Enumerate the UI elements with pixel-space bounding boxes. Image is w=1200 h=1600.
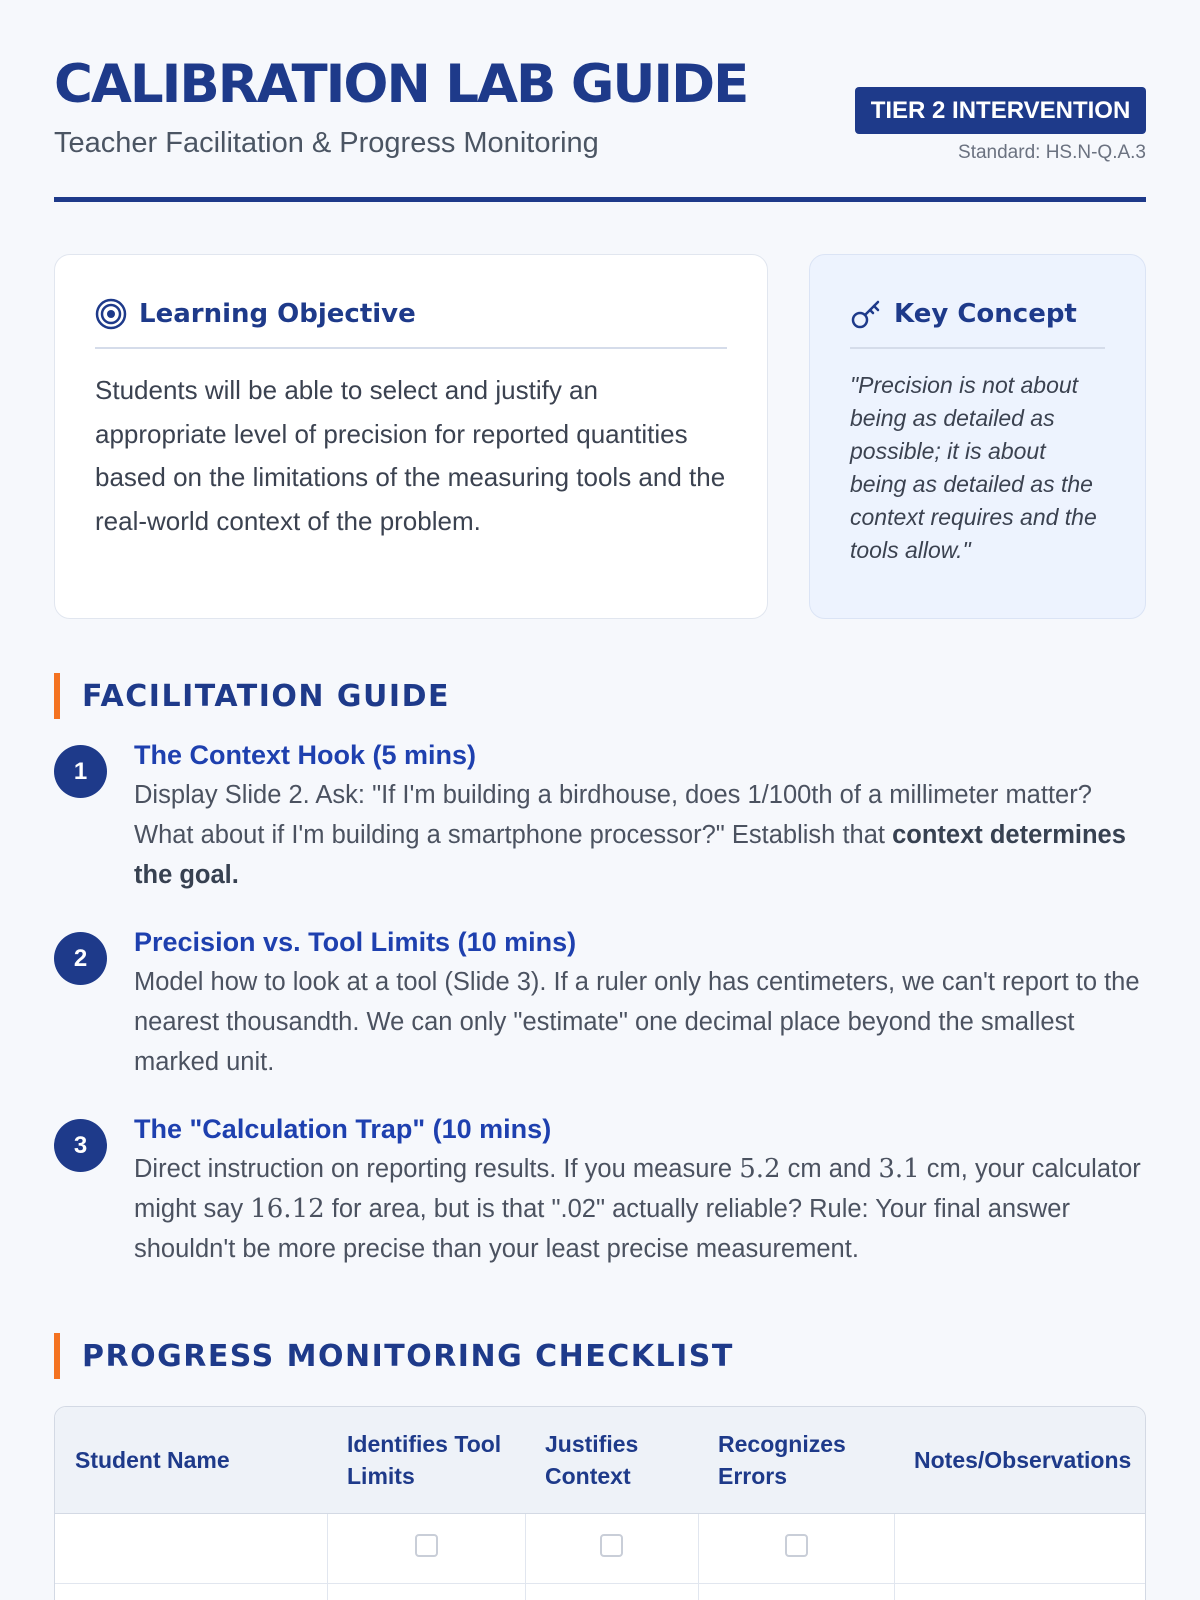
math-value: 5.2 [739,1154,781,1184]
step-text-part: Display Slide 2. Ask: "If I'm building a birdhouse, does 1/100th of a millimeter matter? What about if I'm building a smartphone processor?" Establish that [134,781,1092,849]
learning-objective-text: Students will be able to select and justify an appropriate level of precision for reported quantities based on the limitations of the measuring tools and the real-world context of the problem. [95,375,726,536]
math-value: 16.12 [250,1194,325,1224]
errors-cell [698,1513,894,1583]
step-text-emphasis: context determines the goal. [134,821,1126,889]
step-text-part: cm and [780,1155,879,1183]
document-title: CALIBRATION LAB GUIDE [54,54,748,115]
math-value: 3.1 [878,1154,920,1184]
key-icon [850,298,882,330]
step-number-badge: 2 [54,932,107,985]
step-title: The "Calculation Trap" (10 mins) [134,1114,552,1144]
key-concept-header [850,295,1105,349]
tool-limits-cell [327,1583,525,1600]
overview-cards [54,254,1146,619]
document-subtitle: Teacher Facilitation & Progress Monitoring [54,127,599,159]
column-header: Notes/Observations [894,1407,1145,1513]
step-body [134,737,1146,895]
standard-label: Standard: HS.N-Q.A.3 [958,142,1146,163]
progress-checklist-heading: PROGRESS MONITORING CHECKLIST [54,1333,734,1379]
progress-checklist-table [54,1406,1146,1600]
key-concept-card [809,254,1146,619]
step-text: Model how to look at a tool (Slide 3). If a ruler only has centimeters, we can't report to the nearest thousandth. We can only "estimate" one decimal place beyond the smallest marked unit. [134,968,1140,1076]
context-cell [525,1583,698,1600]
column-header: Identifies Tool Limits [327,1407,525,1513]
justifies-context-checkbox[interactable] [600,1534,623,1557]
tool-limits-cell [327,1513,525,1583]
learning-objective-header [95,295,727,349]
learning-objective-card [54,254,768,619]
step-text-part: cm, your calculator might say [134,1155,1141,1223]
step-title: Precision vs. Tool Limits (10 mins) [134,927,577,957]
recognizes-errors-checkbox[interactable] [785,1534,808,1557]
column-header: Justifies Context [525,1407,698,1513]
step-text-part: Direct instruction on reporting results. If you measure [134,1155,740,1183]
step-text [134,775,1146,895]
tier-badge: TIER 2 INTERVENTION [855,87,1146,134]
step-body [134,1111,1146,1269]
step-number-badge: 1 [54,745,107,798]
table-row [55,1513,1145,1583]
learning-objective-heading: Learning Objective [139,299,416,329]
step-title: The Context Hook (5 mins) [134,740,477,770]
context-cell [525,1513,698,1583]
errors-cell [698,1583,894,1600]
step-text-part: for area, but is that ".02" actually reliable? Rule: Your final answer shouldn't be more precise than your least precise measurement. [134,1195,1070,1263]
step-text [134,1149,1146,1269]
tool-limits-checkbox[interactable] [415,1534,438,1557]
column-header: Recognizes Errors [698,1407,894,1513]
table-row [55,1583,1145,1600]
step-body [134,924,1146,1082]
table-header-row [55,1407,1145,1513]
student-name-cell[interactable] [55,1513,327,1583]
step-number-badge: 3 [54,1119,107,1172]
document-header [54,0,1146,202]
notes-cell[interactable] [894,1583,1145,1600]
key-concept-heading: Key Concept [894,299,1077,329]
facilitation-guide-heading: FACILITATION GUIDE [54,673,450,719]
key-concept-quote: "Precision is not about being as detailed as possible; it is about being as detailed as the context requires and the tools allow." [850,372,1097,563]
notes-cell[interactable] [894,1513,1145,1583]
target-icon [95,298,127,330]
column-header: Student Name [55,1407,327,1513]
student-name-cell[interactable] [55,1583,327,1600]
